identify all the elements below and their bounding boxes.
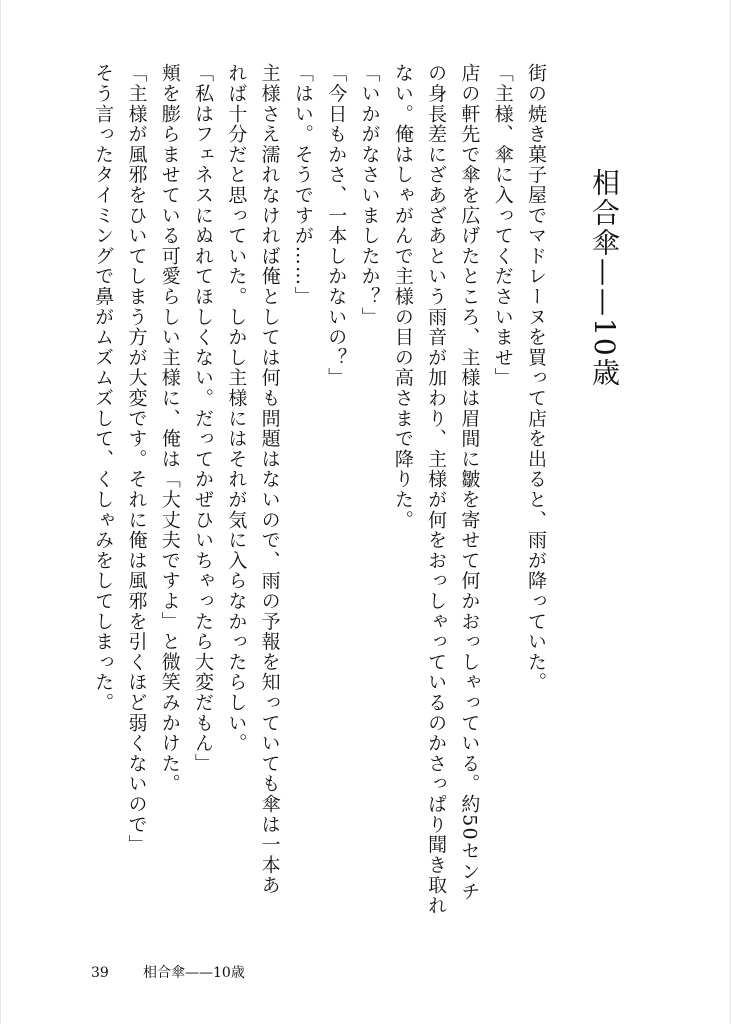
text-line: 「主様、傘に入ってくださいませ」 [491,63,514,388]
text-line: 「いかがなさいましたか？」 [358,63,381,327]
body-text [86,63,552,943]
text-line: 街の焼き菓子屋でマドレーヌを買って店を出ると、雨が降っていた。 [525,63,547,693]
text-line: 「私はフェネスにぬれてほしくない。だってかぜひいちゃったら大変だもん」 [192,63,215,774]
page-number: 39 [91,965,109,981]
text-line: 「はい。そうですが……」 [291,63,314,307]
text-line: 「今日もかさ、一本しかないの？」 [325,63,348,388]
text-line: れば十分だと思っていた。しかし主様にはそれが気に入らなかったらしい。 [225,63,248,754]
text-line: 「主様が風邪をひいてしまう方が大変です。それに俺は風邪を引くほど弱くないので」 [125,63,148,855]
text-line: 頬を膨らませている可愛らしい主様に、俺は「大丈夫ですよ」と微笑みかけた。 [158,63,181,794]
text-line: の身長差にざあざあという雨音が加わり、主様が何をおっしゃっているのかさっぱり聞き取れ [425,63,448,916]
text-line: ない。俺はしゃがんで主様の目の高さまで降りた。 [391,63,414,530]
running-title: 相合傘——10歳 [143,965,245,981]
text-line: 店の軒先で傘を広げたところ、主様は眉間に皺を寄せて何かおっしゃっている。約50センチ [458,63,481,902]
chapter-title: 相合傘——10歳 [588,168,621,388]
text-line: そう言ったタイミングで鼻がムズムズして、くしゃみをしてしまった。 [92,63,115,713]
text-line: 主様さえ濡れなければ俺としては何も問題はないので、雨の予報を知っていても傘は一本あ [258,63,281,896]
page-footer [91,962,245,982]
